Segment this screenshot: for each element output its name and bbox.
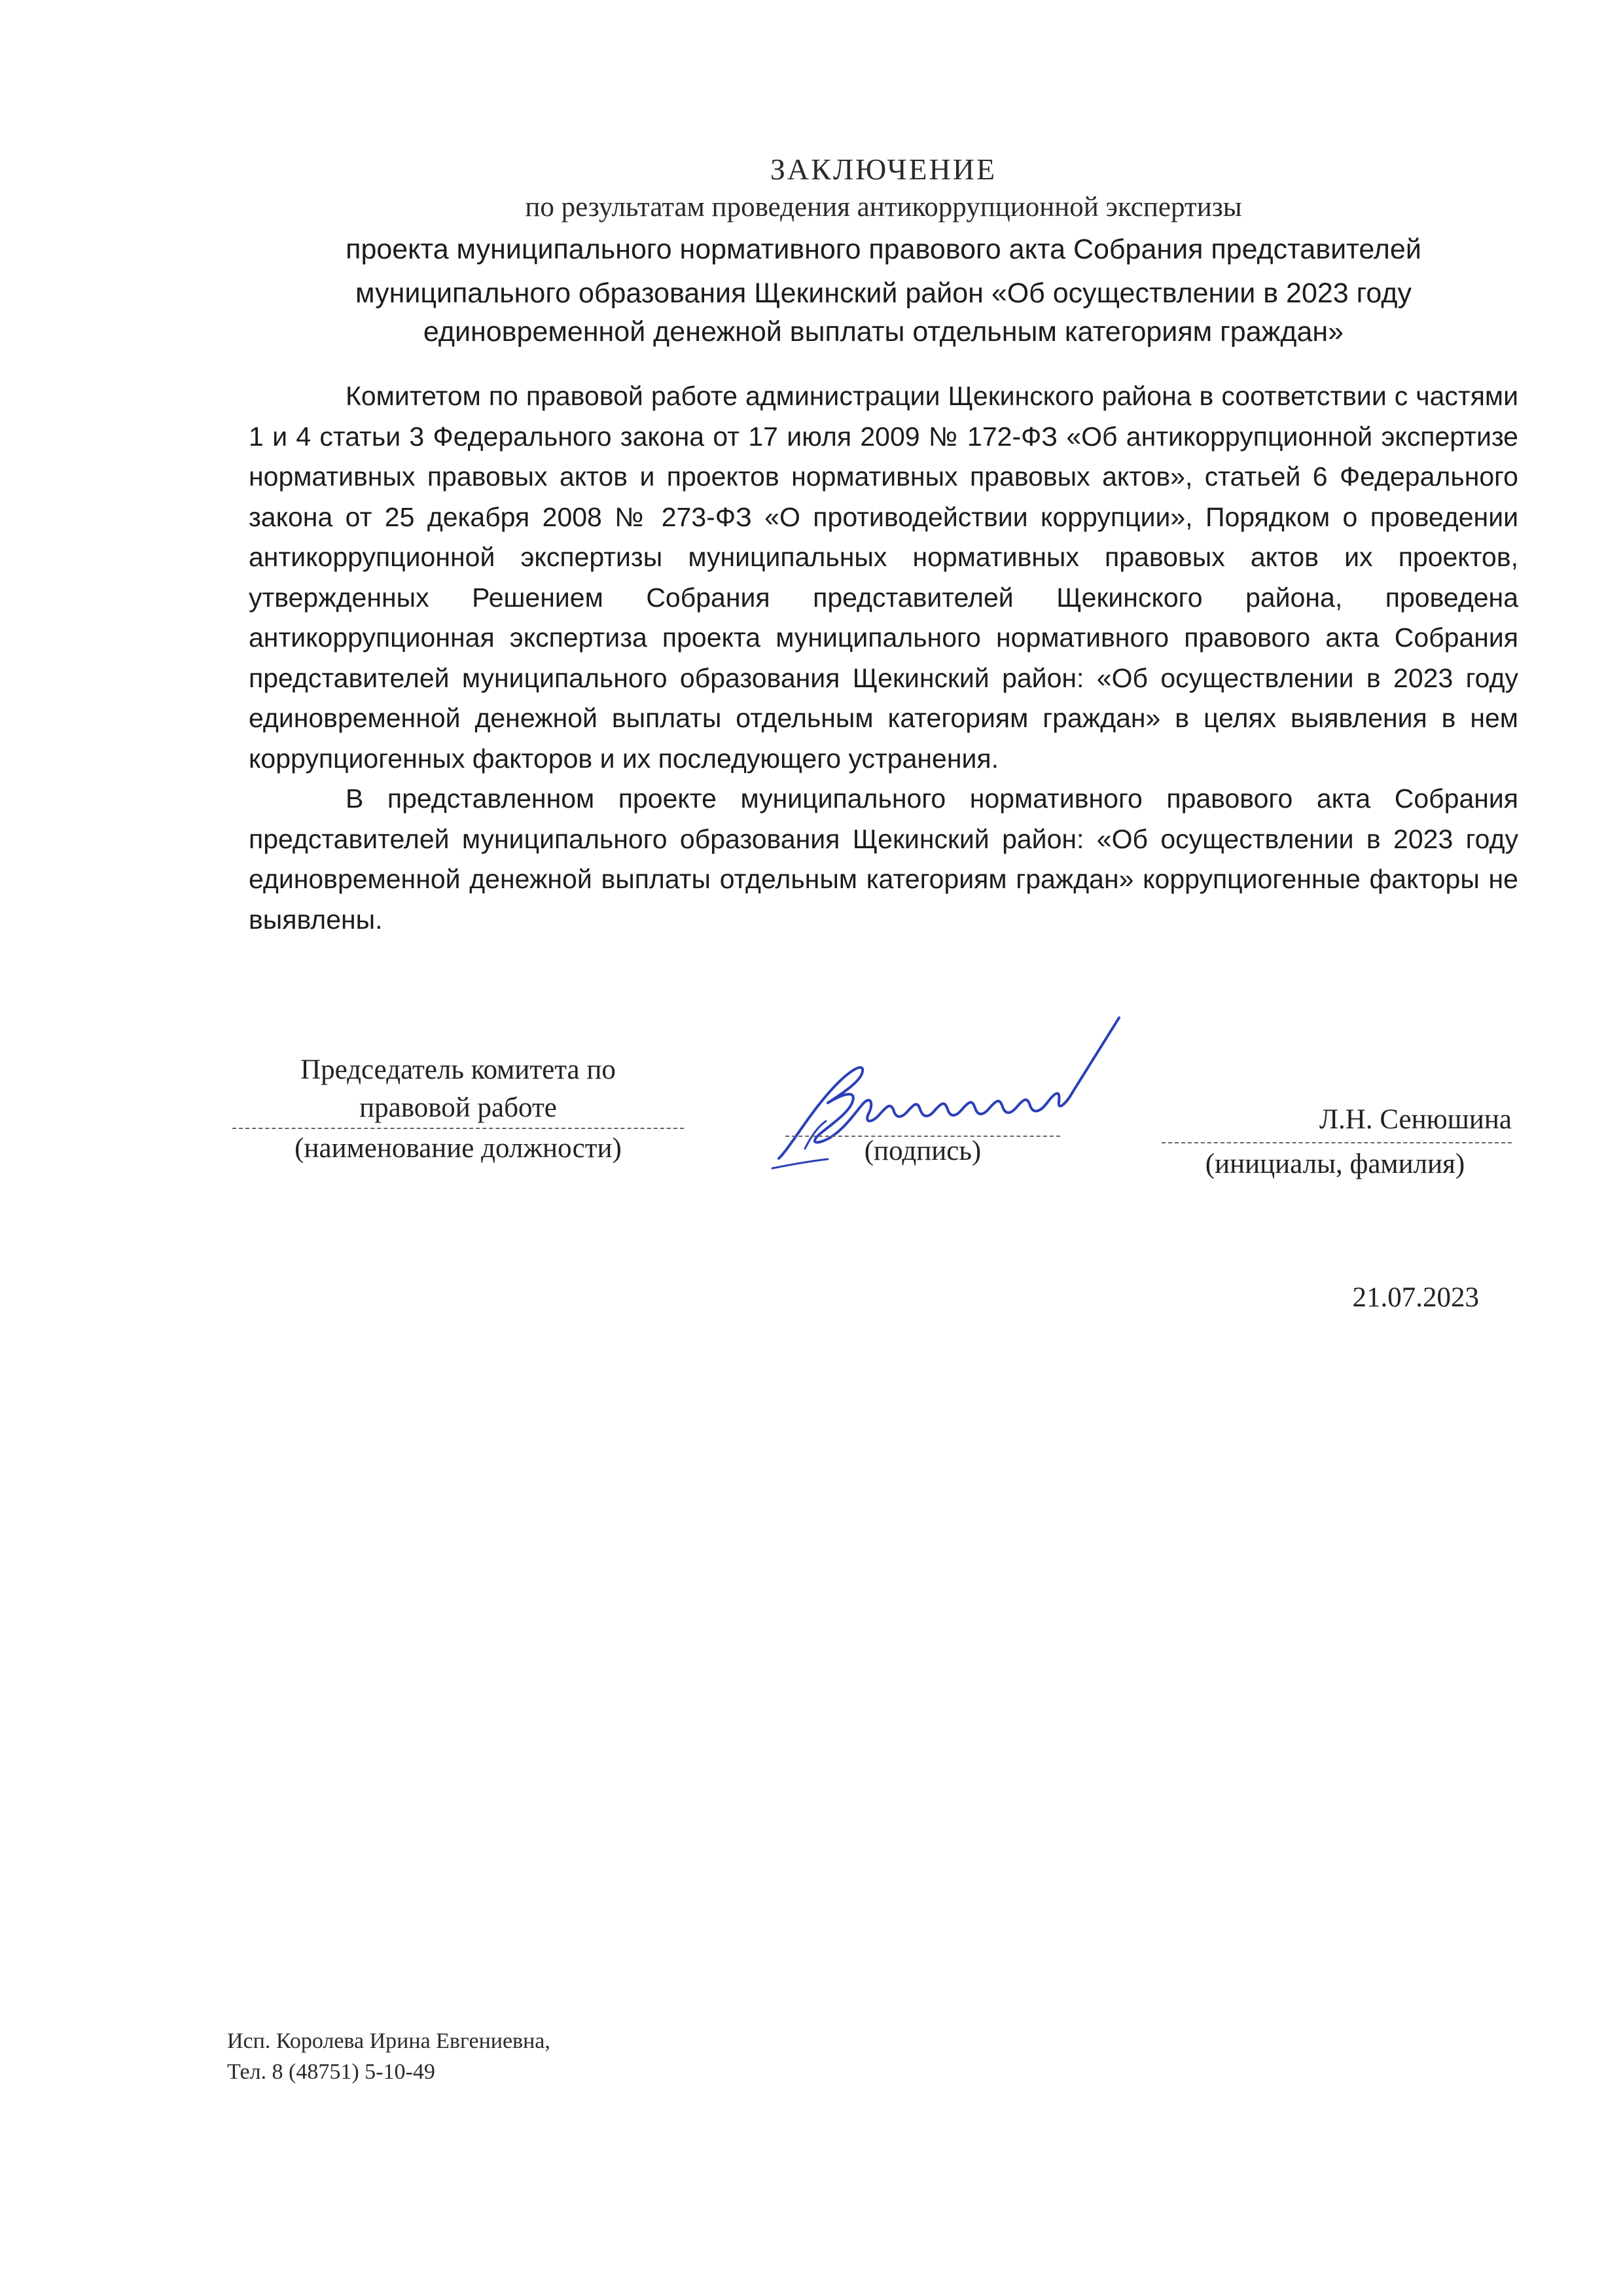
signature-caption: (подпись)	[864, 1136, 982, 1166]
signer-name: Л.Н. Сенюшина	[1319, 1104, 1512, 1135]
document-subtitle-line1: по результатам проведения антикоррупционной экспертизы	[525, 192, 1242, 223]
signer-position-line1: Председатель комитета по	[300, 1054, 616, 1085]
name-underline	[1162, 1142, 1512, 1143]
name-caption: (инициалы, фамилия)	[1205, 1149, 1465, 1179]
body-paragraph-1: Комитетом по правовой работе администрации Щекинского района в соответствии с частями 1 и 4 статьи 3 Федерального закона от 17 июля 2009 № 172-ФЗ «Об антикоррупционной экспертизе нормативных правовых актов и проектов нормативных правовых актов», статьей 6 Федерального закона от 25 декабря 2008 № 273-ФЗ «О противодействии коррупции», Порядком о проведении антикоррупционной экспертизы муниципальных нормативных правовых актов их проектов, утвержденных Решением Собрания представителей Щекинского района, проведена антикоррупционная экспертиза проекта муниципального нормативного правового акта Собрания представителей муниципального образования Щекинский район: «Об осуществлении в 2023 году единовременной денежной выплаты отдельным категориям граждан» в целях выявления в нем коррупциогенных факторов и их последующего устранения.	[249, 381, 1518, 774]
signer-position-line2: правовой работе	[359, 1092, 557, 1123]
document-title: ЗАКЛЮЧЕНИЕ	[770, 152, 997, 186]
position-caption: (наименование должности)	[294, 1133, 622, 1164]
body-paragraph-2: В представленном проекте муниципального нормативного правового акта Собрания представителей муниципального образования Щекинский район: «Об осуществлении в 2023 году единовременной денежной выплаты отдельным категориям граждан» коррупциогенные факторы не выявлены.	[249, 783, 1518, 935]
document-subtitle-line2: проекта муниципального нормативного правового акта Собрания представителей	[346, 234, 1421, 265]
executor-name: Исп. Королева Ирина Евгениевна,	[227, 2029, 550, 2053]
document-date: 21.07.2023	[1352, 1282, 1479, 1313]
executor-phone: Тел. 8 (48751) 5-10-49	[227, 2060, 435, 2084]
document-body	[249, 376, 1518, 940]
position-underline	[232, 1128, 684, 1129]
document-subtitle-line3: муниципального образования Щекинский район «Об осуществлении в 2023 году	[355, 278, 1412, 309]
document-subtitle-line4: единовременной денежной выплаты отдельным категориям граждан»	[423, 316, 1344, 348]
